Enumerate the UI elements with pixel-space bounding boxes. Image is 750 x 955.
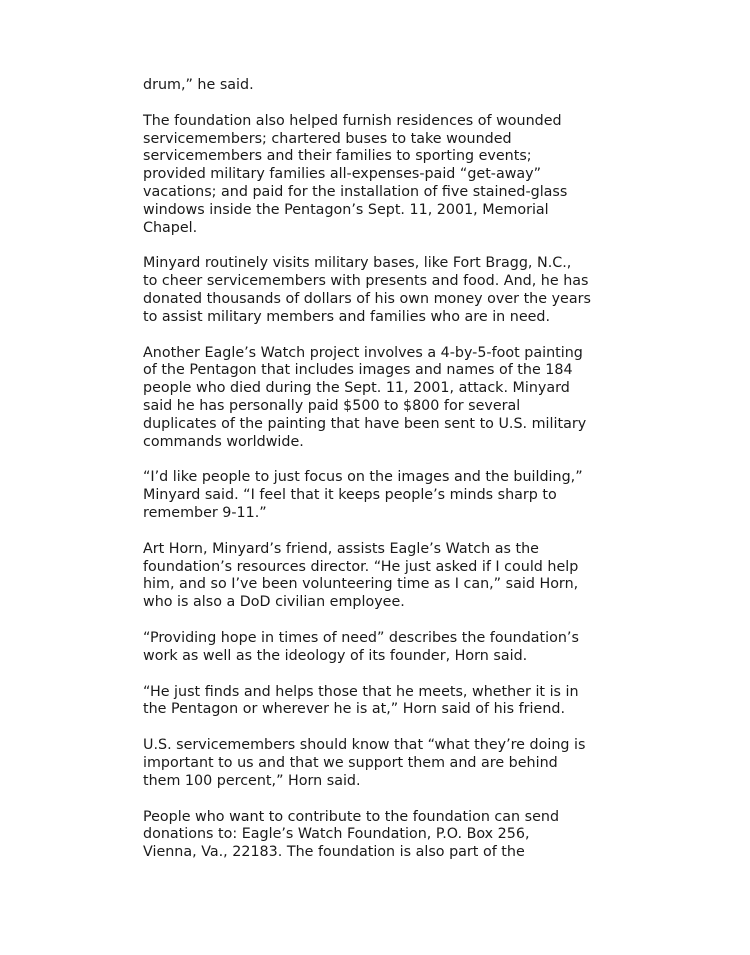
paragraph-8: “He just finds and helps those that he meets, whether it is in the Pentagon or wherever he is at,” Horn said of his friend. — [143, 683, 579, 718]
paragraph-4: Another Eagle’s Watch project involves a 4-by-5-foot painting of the Pentagon that includes images and names of the 184 people who died during the Sept. 11, 2001, attack. Minyard said he has personally paid $500 to $800 for several duplicates of the painting that have been sent to U.S. military commands worldwide. — [143, 344, 587, 450]
paragraph-1: drum,” he said. — [143, 77, 254, 93]
paragraph-6: Art Horn, Minyard’s friend, assists Eagle’s Watch as the foundation’s resources director. “He just asked if I could help him, and so I’ve been volunteering time as I can,” said Horn, who is also a DoD civilian employee. — [143, 540, 579, 611]
paragraph-2: The foundation also helped furnish residences of wounded servicemembers; chartered buses to take wounded servicemembers and their families to sporting events; provided military families all-expenses-paid “get-away” vacations; and paid for the installation of five stained-glass windows inside the Pentagon’s Sept. 11, 2001, Memorial Chapel. — [143, 112, 568, 236]
article-body — [143, 77, 613, 880]
paragraph-9: U.S. servicemembers should know that “what they’re doing is important to us and that we support them and are behind them 100 percent,” Horn said. — [143, 737, 586, 789]
paragraph-10: People who want to contribute to the foundation can send donations to: Eagle’s Watch Foundation, P.O. Box 256, Vienna, Va., 22183. The foundation is also part of the — [143, 808, 560, 861]
paragraph-3: Minyard routinely visits military bases, like Fort Bragg, N.C., to cheer servicemembers with presents and food. And, he has donated thousands of dollars of his own money over the years to assist military members and families who are in need. — [143, 255, 591, 325]
paragraph-5: “I’d like people to just focus on the images and the building,” Minyard said. “I feel that it keeps people’s minds sharp to remember 9-11.” — [143, 469, 583, 521]
paragraph-7: “Providing hope in times of need” describes the foundation’s work as well as the ideology of its founder, Horn said. — [143, 629, 579, 664]
